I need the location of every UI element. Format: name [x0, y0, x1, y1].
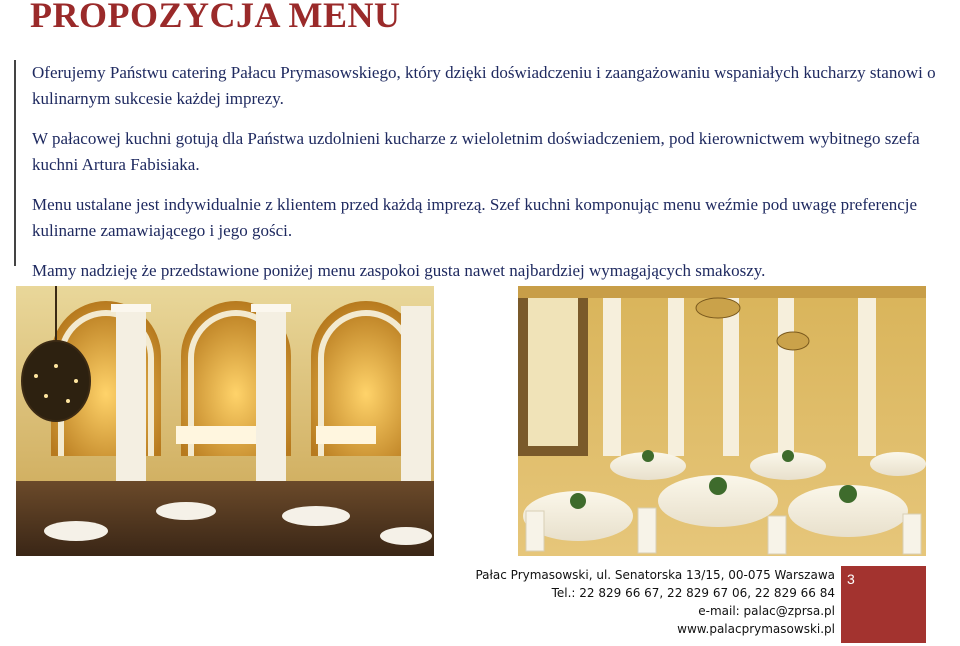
ballroom-tables-photo: [518, 286, 926, 556]
page-number-box: [841, 566, 926, 643]
intro-paragraph-3: Menu ustalane jest indywidualnie z klientem przed każdą imprezą. Szef kuchni komponując menu weźmie pod uwagę preferencje kulinarne zamawiającego i jego gości.: [32, 195, 918, 240]
footer-contact: [460, 566, 835, 638]
footer-website[interactable]: www.palacprymasowski.pl: [677, 622, 835, 636]
page-title: PROPOZYCJA MENU: [30, 0, 401, 35]
footer-address: Pałac Prymasowski, ul. Senatorska 13/15, 00-075 Warszawa: [475, 568, 835, 582]
intro-section: [14, 60, 946, 280]
footer-email[interactable]: e-mail: palac@zprsa.pl: [698, 604, 835, 618]
page-number: 3: [847, 571, 855, 587]
intro-paragraph-4: Mamy nadzieję że przedstawione poniżej menu zaspokoi gusta nawet najbardziej wymagających smakoszy.: [32, 261, 766, 280]
intro-paragraph-2: W pałacowej kuchni gotują dla Państwa uzdolnieni kucharze z wieloletnim doświadczeniem, pod kierownictwem wybitnego szefa kuchni Artura Fabisiaka.: [32, 129, 920, 174]
footer-phone: Tel.: 22 829 66 67, 22 829 67 06, 22 829 66 84: [551, 586, 835, 600]
ballroom-arches-photo: [16, 286, 434, 556]
intro-paragraph-1: Oferujemy Państwu catering Pałacu Prymasowskiego, który dzięki doświadczeniu i zaangażowaniu wspaniałych kucharzy stanowi o kulinarnym sukcesie każdej imprezy.: [32, 63, 936, 108]
